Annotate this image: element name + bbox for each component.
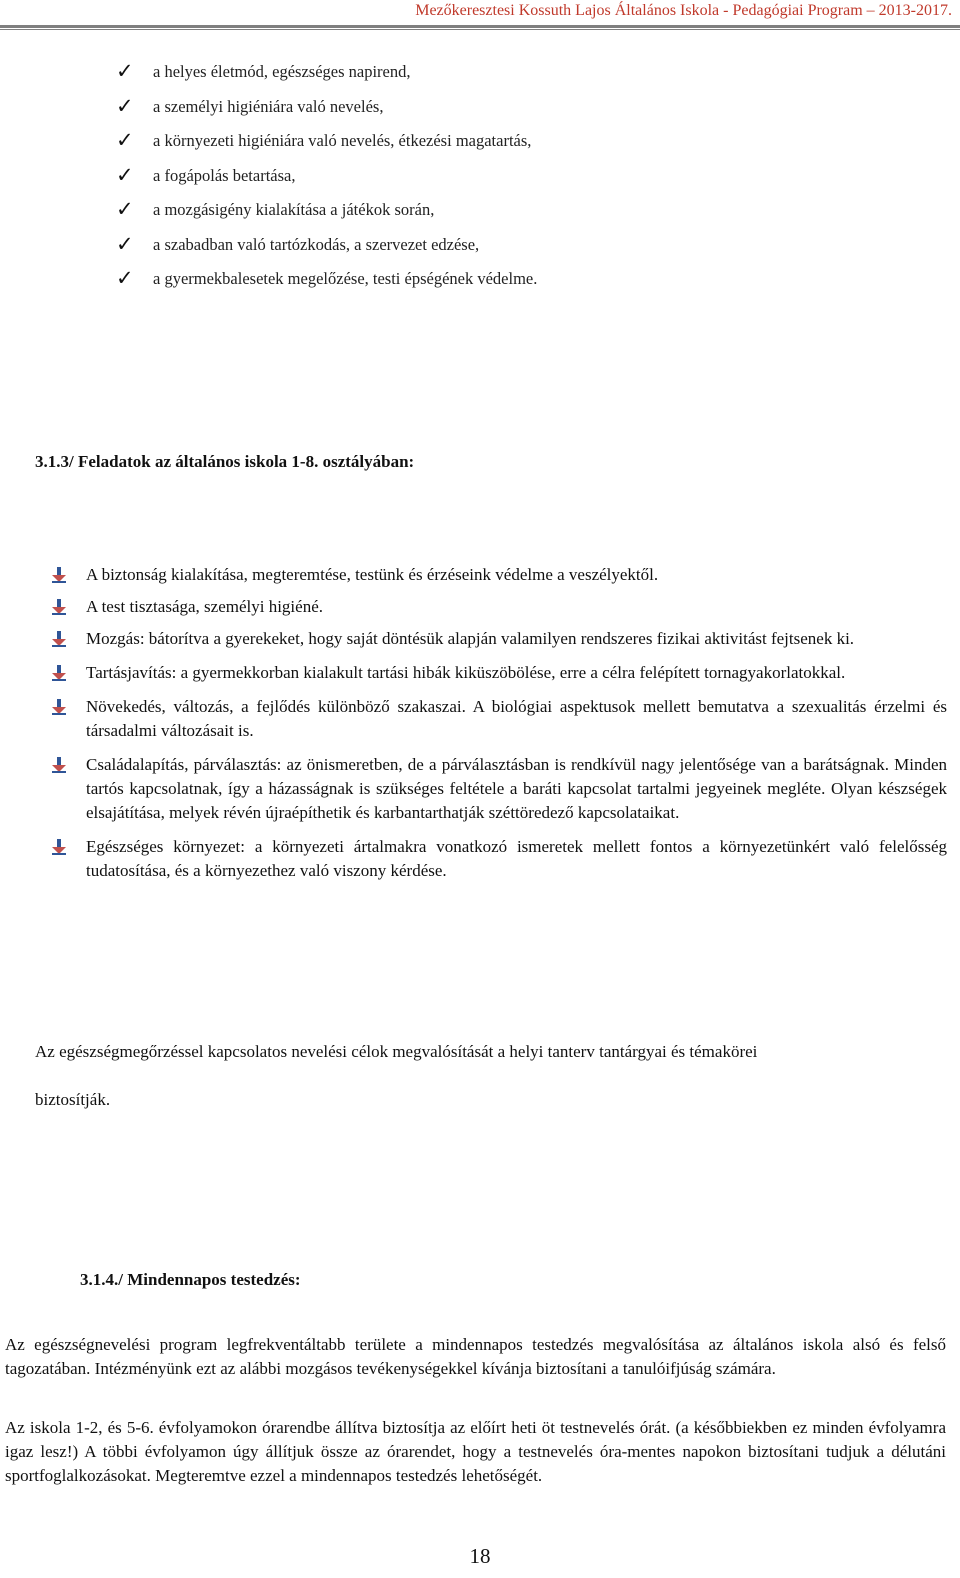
checklist [116, 59, 936, 301]
paragraph-health-goals: Az egészségmegőrzéssel kapcsolatos nevelési célok megvalósítását a helyi tanterv tantárgyai és témakörei [35, 1042, 758, 1061]
checkmark-icon: ✓ [116, 231, 134, 256]
task-item [50, 595, 947, 619]
checklist-item-text: a helyes életmód, egészséges napirend, [153, 62, 411, 81]
task-item-text: Mozgás: bátorítva a gyerekeket, hogy saját döntésük alapján valamilyen rendszeres fizikai aktivitást fejtsenek ki. [86, 629, 855, 648]
task-item [50, 835, 947, 883]
checkmark-icon: ✓ [116, 128, 134, 152]
down-arrow-bullet-icon [52, 567, 66, 583]
task-item-text: A test tisztasága, személyi higiéné. [86, 597, 323, 616]
down-arrow-bullet-icon [52, 699, 66, 715]
checklist-item-text: a személyi higiéniára való nevelés, [153, 96, 384, 116]
checklist-item-text: a környezeti higiéniára való nevelés, étkezési magatartás, [153, 131, 532, 150]
header-title: Mezőkeresztesi Kossuth Lajos Általános Iskola - Pedagógiai Program – 2013-2017. [415, 2, 952, 19]
checkmark-icon: ✓ [116, 93, 134, 118]
task-item [50, 563, 947, 587]
paragraph-daily-exercise-1: Az egészségnevelési program legfrekventáltabb területe a mindennapos testedzés megvalósítása az általános iskola alsó és felső tagozatában. Intézményünk ezt az alábbi mozgásos tevékenységekkel kívánja biztosítani a tanulóifjúság számára. [5, 1335, 946, 1378]
checkmark-icon: ✓ [116, 59, 134, 83]
checklist-item [116, 197, 936, 232]
section-heading-3-1-4: 3.1.4./ Mindennapos testedzés: [80, 1270, 301, 1289]
task-item [50, 695, 947, 743]
task-item-text: Tartásjavítás: a gyermekkorban kialakult tartási hibák kiküszöbölése, erre a célra felépített tornagyakorlatokkal. [86, 663, 846, 682]
checklist-item-text: a szabadban való tartózkodás, a szervezet edzése, [153, 234, 480, 254]
header-rule [0, 25, 960, 30]
task-item-text: A biztonság kialakítása, megteremtése, testünk és érzéseink védelme a veszélyektől. [86, 565, 659, 584]
checklist-item [116, 232, 936, 267]
down-arrow-bullet-icon [52, 839, 66, 855]
checklist-item-text: a fogápolás betartása, [153, 165, 296, 185]
checkmark-icon: ✓ [116, 266, 134, 290]
task-item-text: Egészséges környezet: a környezeti ártalmakra vonatkozó ismeretek mellett fontos a környezetünkért való felelősség tudatosítása, és a környezethez való viszony kérdése. [86, 837, 947, 880]
paragraph-daily-exercise-2: Az iskola 1-2, és 5-6. évfolyamokon órarendbe állítva biztosítja az előírt heti öt testnevelés órát. (a későbbiekben ez minden évfolyamra igaz lesz!) A többi évfolyamon úgy állítjuk össze az órarendet, hogy a testnevelés óra-mentes napokon biztosítani tudjuk a délutáni sportfoglalkozásokat. Megteremtve ezzel a mindennapos testedzés lehetőségét. [5, 1418, 946, 1485]
checklist-item [116, 94, 936, 129]
checklist-item [116, 128, 936, 163]
task-list [50, 563, 947, 893]
checkmark-icon: ✓ [116, 162, 134, 187]
checklist-item-text: a gyermekbalesetek megelőzése, testi épségének védelme. [153, 269, 538, 288]
checklist-item [116, 163, 936, 198]
down-arrow-bullet-icon [52, 599, 66, 615]
down-arrow-bullet-icon [52, 631, 66, 647]
page-number: 18 [469, 1544, 491, 1568]
down-arrow-bullet-icon [52, 757, 66, 773]
checklist-item [116, 59, 936, 94]
page-header [0, 0, 960, 32]
section-heading-3-1-3: 3.1.3/ Feladatok az általános iskola 1-8. osztályában: [35, 452, 415, 471]
task-item [50, 661, 947, 685]
task-item-text: Növekedés, változás, a fejlődés különböző szakaszai. A biológiai aspektusok mellett bemutatva a szexualitás érzelmi és társadalmi változásait is. [86, 697, 947, 740]
down-arrow-bullet-icon [52, 665, 66, 681]
checklist-item [116, 266, 936, 301]
checklist-item-text: a mozgásigény kialakítása a játékok során, [153, 200, 435, 219]
paragraph-health-goals-end: biztosítják. [35, 1090, 111, 1109]
task-item [50, 627, 947, 651]
task-item-text: Családalapítás, párválasztás: az önismeretben, de a párválasztásban is rendkívül nagy jelentősége van a barátságnak. Minden tartós kapcsolatnak, így a házasságnak is szükséges feltétele a baráti kapcsolat tartalmi jegyeinek megléte. Olyan készségek elsajátítása, melyek révén újraépíthetik és karbantarthatják széttöredező kapcsolataikat. [86, 755, 947, 822]
task-item [50, 753, 947, 825]
checkmark-icon: ✓ [116, 197, 134, 221]
